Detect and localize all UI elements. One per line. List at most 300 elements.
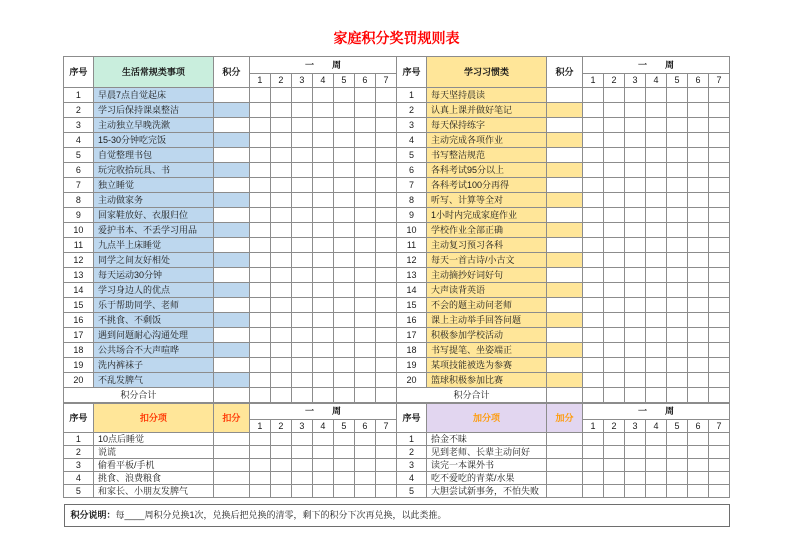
row-number: 7 <box>63 178 93 193</box>
week-cell <box>291 459 312 472</box>
points-cell <box>547 208 583 223</box>
week-cell <box>646 133 667 148</box>
row-number: 6 <box>397 163 427 178</box>
week-cell <box>375 193 396 208</box>
week-cell <box>249 446 270 459</box>
week-cell <box>249 88 270 103</box>
week-cell <box>667 446 688 459</box>
week-cell <box>709 193 730 208</box>
adjustments-table <box>63 403 730 498</box>
week-cell <box>625 238 646 253</box>
week-cell <box>625 88 646 103</box>
points-cell <box>213 133 249 148</box>
page-title: 家庭积分奖罚规则表 <box>333 30 460 46</box>
week-cell <box>249 193 270 208</box>
week-cell <box>604 343 625 358</box>
week-cell <box>270 343 291 358</box>
week-cell <box>646 163 667 178</box>
item-text: 玩完收拾玩具、书 <box>93 163 213 178</box>
item-text: 说谎 <box>93 446 213 459</box>
week-cell <box>375 253 396 268</box>
week-cell <box>583 358 604 373</box>
week-cell <box>291 283 312 298</box>
week-cell <box>354 148 375 163</box>
points-cell <box>547 343 583 358</box>
col-header-week-deduct: 一周 <box>249 404 396 420</box>
total-week-cell <box>709 388 730 403</box>
week-cell <box>688 459 709 472</box>
week-cell <box>604 268 625 283</box>
week-cell <box>291 373 312 388</box>
week-cell <box>312 343 333 358</box>
week-cell <box>354 283 375 298</box>
table-row <box>63 148 729 163</box>
week-cell <box>688 268 709 283</box>
week-cell <box>709 163 730 178</box>
week-cell <box>583 148 604 163</box>
item-text: 不挑食、不剩饭 <box>93 313 213 328</box>
week-cell <box>333 208 354 223</box>
week-cell <box>667 193 688 208</box>
points-cell <box>547 148 583 163</box>
week-cell <box>270 433 291 446</box>
week-cell <box>270 283 291 298</box>
week-cell <box>333 358 354 373</box>
week-cell <box>625 459 646 472</box>
week-cell <box>583 298 604 313</box>
week-cell <box>625 472 646 485</box>
week-cell <box>604 253 625 268</box>
table-row <box>63 268 729 283</box>
week-day-header: 4 <box>646 74 667 88</box>
week-cell <box>604 328 625 343</box>
week-cell <box>249 208 270 223</box>
week-cell <box>583 163 604 178</box>
row-number: 4 <box>63 472 93 485</box>
item-text: 认真上课并做好笔记 <box>427 103 547 118</box>
total-week-cell <box>583 388 604 403</box>
week-cell <box>583 253 604 268</box>
week-cell <box>270 118 291 133</box>
col-header-points-left: 积分 <box>213 57 249 88</box>
week-cell <box>270 328 291 343</box>
points-cell <box>213 238 249 253</box>
row-number: 19 <box>397 358 427 373</box>
week-cell <box>270 268 291 283</box>
week-cell <box>291 223 312 238</box>
week-cell <box>667 178 688 193</box>
week-cell <box>709 223 730 238</box>
row-number: 13 <box>63 268 93 283</box>
week-cell <box>333 373 354 388</box>
item-text: 主动做家务 <box>93 193 213 208</box>
col-header-index-left: 序号 <box>63 57 93 88</box>
col-header-week-left: 一周 <box>249 57 396 74</box>
week-cell <box>667 472 688 485</box>
week-cell <box>709 459 730 472</box>
table-row <box>63 283 729 298</box>
table-row <box>63 313 729 328</box>
week-day-header: 3 <box>291 74 312 88</box>
week-cell <box>667 223 688 238</box>
week-cell <box>709 373 730 388</box>
points-cell <box>547 88 583 103</box>
item-text: 主动独立早晚洗漱 <box>93 118 213 133</box>
item-text: 每天坚持晨读 <box>427 88 547 103</box>
week-cell <box>688 133 709 148</box>
week-cell <box>375 328 396 343</box>
week-cell <box>291 268 312 283</box>
week-cell <box>249 148 270 163</box>
total-week-cell <box>375 388 396 403</box>
week-cell <box>688 193 709 208</box>
week-cell <box>583 118 604 133</box>
week-cell <box>604 459 625 472</box>
week-cell <box>333 148 354 163</box>
week-cell <box>375 298 396 313</box>
week-cell <box>270 485 291 498</box>
week-cell <box>688 283 709 298</box>
total-week-cell <box>249 388 270 403</box>
week-cell <box>354 88 375 103</box>
week-cell <box>688 373 709 388</box>
row-number: 3 <box>397 459 427 472</box>
week-cell <box>646 103 667 118</box>
week-cell <box>354 253 375 268</box>
week-cell <box>688 313 709 328</box>
points-cell <box>213 298 249 313</box>
item-text: 书写整洁规范 <box>427 148 547 163</box>
week-cell <box>312 208 333 223</box>
col-header-deduct-points: 扣分 <box>213 404 249 433</box>
week-cell <box>625 313 646 328</box>
week-cell <box>625 446 646 459</box>
week-cell <box>270 163 291 178</box>
week-cell <box>646 358 667 373</box>
week-cell <box>667 88 688 103</box>
week-cell <box>625 268 646 283</box>
week-cell <box>270 238 291 253</box>
week-cell <box>667 328 688 343</box>
col-header-index-right: 序号 <box>397 57 427 88</box>
week-cell <box>312 253 333 268</box>
week-cell <box>354 328 375 343</box>
points-cell <box>547 238 583 253</box>
week-cell <box>709 208 730 223</box>
points-cell <box>547 485 583 498</box>
points-cell <box>213 193 249 208</box>
week-cell <box>709 118 730 133</box>
week-cell <box>646 298 667 313</box>
table-row <box>63 343 729 358</box>
item-text: 遇到问题耐心沟通处理 <box>93 328 213 343</box>
week-cell <box>625 373 646 388</box>
week-cell <box>583 193 604 208</box>
week-cell <box>354 358 375 373</box>
week-cell <box>583 485 604 498</box>
week-cell <box>270 88 291 103</box>
week-cell <box>625 103 646 118</box>
week-cell <box>604 193 625 208</box>
row-number: 20 <box>63 373 93 388</box>
week-cell <box>354 373 375 388</box>
week-day-header: 4 <box>312 74 333 88</box>
week-cell <box>249 118 270 133</box>
week-cell <box>375 472 396 485</box>
table-row <box>63 223 729 238</box>
item-text: 大胆尝试新事务，不怕失败 <box>427 485 547 498</box>
week-cell <box>375 459 396 472</box>
week-cell <box>291 313 312 328</box>
col-header-study-category: 学习习惯类 <box>427 57 547 88</box>
week-cell <box>709 485 730 498</box>
week-cell <box>354 313 375 328</box>
week-cell <box>249 472 270 485</box>
week-cell <box>604 148 625 163</box>
item-text: 拾金不昧 <box>427 433 547 446</box>
week-cell <box>312 283 333 298</box>
week-cell <box>312 433 333 446</box>
week-cell <box>354 238 375 253</box>
item-text: 听写、计算等全对 <box>427 193 547 208</box>
item-text: 读完一本课外书 <box>427 459 547 472</box>
week-day-header: 4 <box>312 420 333 433</box>
week-cell <box>312 193 333 208</box>
item-text: 早晨7点自觉起床 <box>93 88 213 103</box>
week-cell <box>270 459 291 472</box>
week-cell <box>709 133 730 148</box>
row-number: 6 <box>63 163 93 178</box>
week-cell <box>646 313 667 328</box>
week-cell <box>375 208 396 223</box>
week-cell <box>688 328 709 343</box>
week-cell <box>312 163 333 178</box>
week-cell <box>625 133 646 148</box>
week-cell <box>270 148 291 163</box>
week-cell <box>312 472 333 485</box>
week-day-header: 3 <box>625 74 646 88</box>
row-number: 3 <box>63 118 93 133</box>
points-cell <box>547 133 583 148</box>
week-cell <box>688 238 709 253</box>
week-cell <box>646 472 667 485</box>
week-cell <box>333 253 354 268</box>
week-cell <box>667 343 688 358</box>
week-cell <box>333 328 354 343</box>
week-cell <box>375 133 396 148</box>
week-cell <box>270 313 291 328</box>
week-cell <box>333 485 354 498</box>
week-cell <box>667 433 688 446</box>
week-cell <box>354 178 375 193</box>
points-cell <box>547 223 583 238</box>
points-cell <box>213 163 249 178</box>
week-cell <box>583 459 604 472</box>
week-cell <box>354 103 375 118</box>
week-cell <box>270 208 291 223</box>
week-cell <box>354 433 375 446</box>
week-cell <box>646 373 667 388</box>
points-cell <box>213 328 249 343</box>
week-cell <box>688 472 709 485</box>
week-cell <box>667 118 688 133</box>
week-cell <box>375 148 396 163</box>
week-day-header: 6 <box>354 74 375 88</box>
week-cell <box>312 298 333 313</box>
week-cell <box>375 223 396 238</box>
week-day-header: 5 <box>667 74 688 88</box>
table-row <box>63 163 729 178</box>
week-cell <box>312 133 333 148</box>
week-cell <box>667 268 688 283</box>
row-number: 12 <box>397 253 427 268</box>
col-header-deduct-category: 扣分项 <box>93 404 213 433</box>
item-text: 积极参加学校活动 <box>427 328 547 343</box>
item-text: 大声读背英语 <box>427 283 547 298</box>
item-text: 主动完成各项作业 <box>427 133 547 148</box>
week-cell <box>709 358 730 373</box>
week-cell <box>249 178 270 193</box>
table-row <box>63 238 729 253</box>
col-header-week-right: 一周 <box>583 57 730 74</box>
item-text: 见到老师、长辈主动问好 <box>427 446 547 459</box>
week-cell <box>375 268 396 283</box>
points-cell <box>547 103 583 118</box>
week-cell <box>604 238 625 253</box>
row-number: 20 <box>397 373 427 388</box>
week-cell <box>604 178 625 193</box>
week-cell <box>249 343 270 358</box>
week-cell <box>667 298 688 313</box>
week-cell <box>688 163 709 178</box>
week-cell <box>688 88 709 103</box>
week-cell <box>625 343 646 358</box>
row-number: 12 <box>63 253 93 268</box>
week-cell <box>625 118 646 133</box>
table-row <box>63 446 729 459</box>
week-cell <box>688 223 709 238</box>
week-cell <box>604 313 625 328</box>
col-header-bonus-category: 加分项 <box>427 404 547 433</box>
week-cell <box>270 446 291 459</box>
week-cell <box>646 208 667 223</box>
week-cell <box>375 238 396 253</box>
table-row <box>63 118 729 133</box>
main-table <box>63 56 730 403</box>
points-cell <box>547 472 583 485</box>
points-cell <box>213 88 249 103</box>
row-number: 1 <box>63 88 93 103</box>
week-cell <box>604 373 625 388</box>
total-points-cell <box>213 388 249 403</box>
row-number: 11 <box>397 238 427 253</box>
week-cell <box>312 485 333 498</box>
row-number: 19 <box>63 358 93 373</box>
row-number: 5 <box>397 485 427 498</box>
week-cell <box>375 343 396 358</box>
week-cell <box>333 178 354 193</box>
week-cell <box>333 313 354 328</box>
total-label: 积分合计 <box>63 388 213 403</box>
week-cell <box>375 446 396 459</box>
week-day-header: 7 <box>375 74 396 88</box>
row-number: 4 <box>397 472 427 485</box>
table-row <box>63 358 729 373</box>
row-number: 13 <box>397 268 427 283</box>
week-cell <box>270 298 291 313</box>
week-cell <box>291 446 312 459</box>
week-cell <box>583 268 604 283</box>
week-cell <box>646 118 667 133</box>
week-day-header: 1 <box>583 74 604 88</box>
item-text: 自觉整理书包 <box>93 148 213 163</box>
week-day-header: 1 <box>249 74 270 88</box>
item-text: 公共场合不大声喧哗 <box>93 343 213 358</box>
week-day-header: 2 <box>270 74 291 88</box>
week-cell <box>688 118 709 133</box>
row-number: 2 <box>63 103 93 118</box>
week-cell <box>249 133 270 148</box>
main-header-row <box>63 57 729 74</box>
points-cell <box>213 313 249 328</box>
week-cell <box>625 178 646 193</box>
week-cell <box>625 298 646 313</box>
item-text: 课上主动举手回答问题 <box>427 313 547 328</box>
week-cell <box>375 313 396 328</box>
points-cell <box>547 373 583 388</box>
col-header-points-right: 积分 <box>547 57 583 88</box>
points-note <box>64 504 730 527</box>
week-cell <box>291 472 312 485</box>
item-text: 某项技能被选为参赛 <box>427 358 547 373</box>
row-number: 3 <box>397 118 427 133</box>
row-number: 8 <box>63 193 93 208</box>
week-day-header: 1 <box>249 420 270 433</box>
week-cell <box>646 343 667 358</box>
week-cell <box>646 328 667 343</box>
week-cell <box>709 313 730 328</box>
week-cell <box>333 298 354 313</box>
row-number: 5 <box>397 148 427 163</box>
week-cell <box>583 178 604 193</box>
week-cell <box>249 253 270 268</box>
week-cell <box>333 223 354 238</box>
week-cell <box>583 283 604 298</box>
row-number: 1 <box>63 433 93 446</box>
row-number: 2 <box>397 103 427 118</box>
points-cell <box>213 472 249 485</box>
week-day-header: 2 <box>604 74 625 88</box>
week-cell <box>354 118 375 133</box>
week-cell <box>291 433 312 446</box>
week-cell <box>333 343 354 358</box>
week-cell <box>312 328 333 343</box>
week-cell <box>625 283 646 298</box>
points-cell <box>547 283 583 298</box>
total-week-cell <box>625 388 646 403</box>
week-cell <box>312 373 333 388</box>
week-cell <box>333 133 354 148</box>
item-text: 各科考试95分以上 <box>427 163 547 178</box>
week-cell <box>291 193 312 208</box>
week-cell <box>604 133 625 148</box>
week-cell <box>270 103 291 118</box>
week-cell <box>688 446 709 459</box>
points-cell <box>213 459 249 472</box>
week-day-header: 7 <box>375 420 396 433</box>
week-cell <box>667 253 688 268</box>
week-cell <box>354 446 375 459</box>
